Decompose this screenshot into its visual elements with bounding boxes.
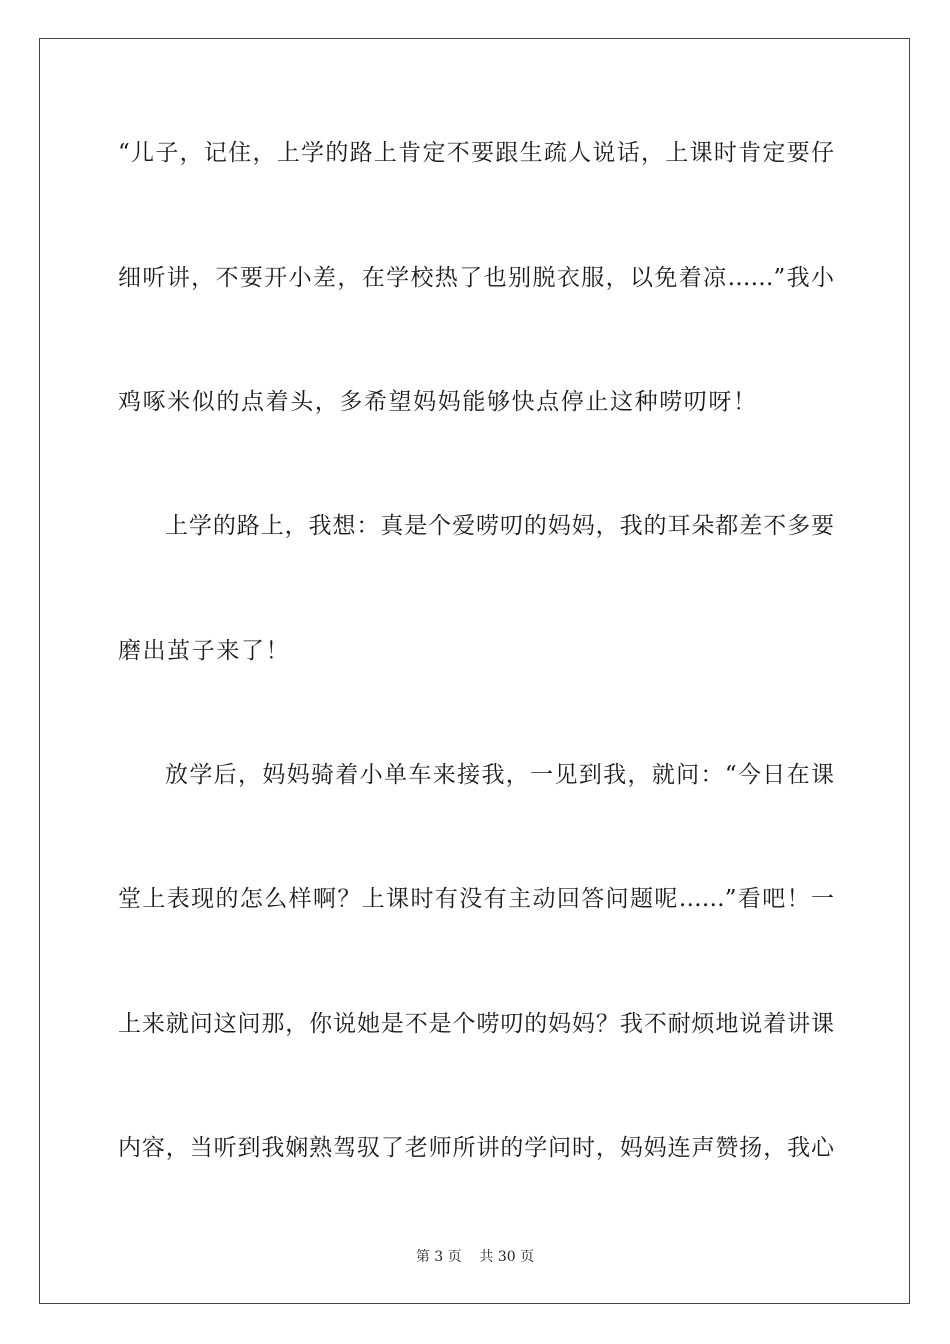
page-number-footer: 第 3 页 共 30 页 xyxy=(415,1249,535,1265)
body-line-5: 磨出茧子来了！ xyxy=(118,638,291,664)
body-line-8: 上来就问这问那，你说她是不是个唠叨的妈妈？我不耐烦地说着讲课 xyxy=(118,1011,834,1037)
body-line-7: 堂上表现的怎么样啊？上课时有没有主动回答问题呢……”看吧！一 xyxy=(118,886,834,912)
body-line-6: 放学后，妈妈骑着小单车来接我，一见到我，就问：“今日在课 xyxy=(165,762,834,788)
body-line-9: 内容，当听到我娴熟驾驭了老师所讲的学问时，妈妈连声赞扬，我心 xyxy=(118,1135,834,1161)
body-line-3: 鸡啄米似的点着头，多希望妈妈能够快点停止这种唠叨呀！ xyxy=(118,389,758,415)
body-line-4: 上学的路上，我想：真是个爱唠叨的妈妈，我的耳朵都差不多要 xyxy=(165,513,834,539)
body-line-1: “儿子，记住，上学的路上肯定不要跟生疏人说话，上课时肯定要仔 xyxy=(118,140,834,166)
body-line-2: 细听讲，不要开小差，在学校热了也别脱衣服，以免着凉……”我小 xyxy=(118,265,834,291)
page-border xyxy=(39,38,910,1304)
